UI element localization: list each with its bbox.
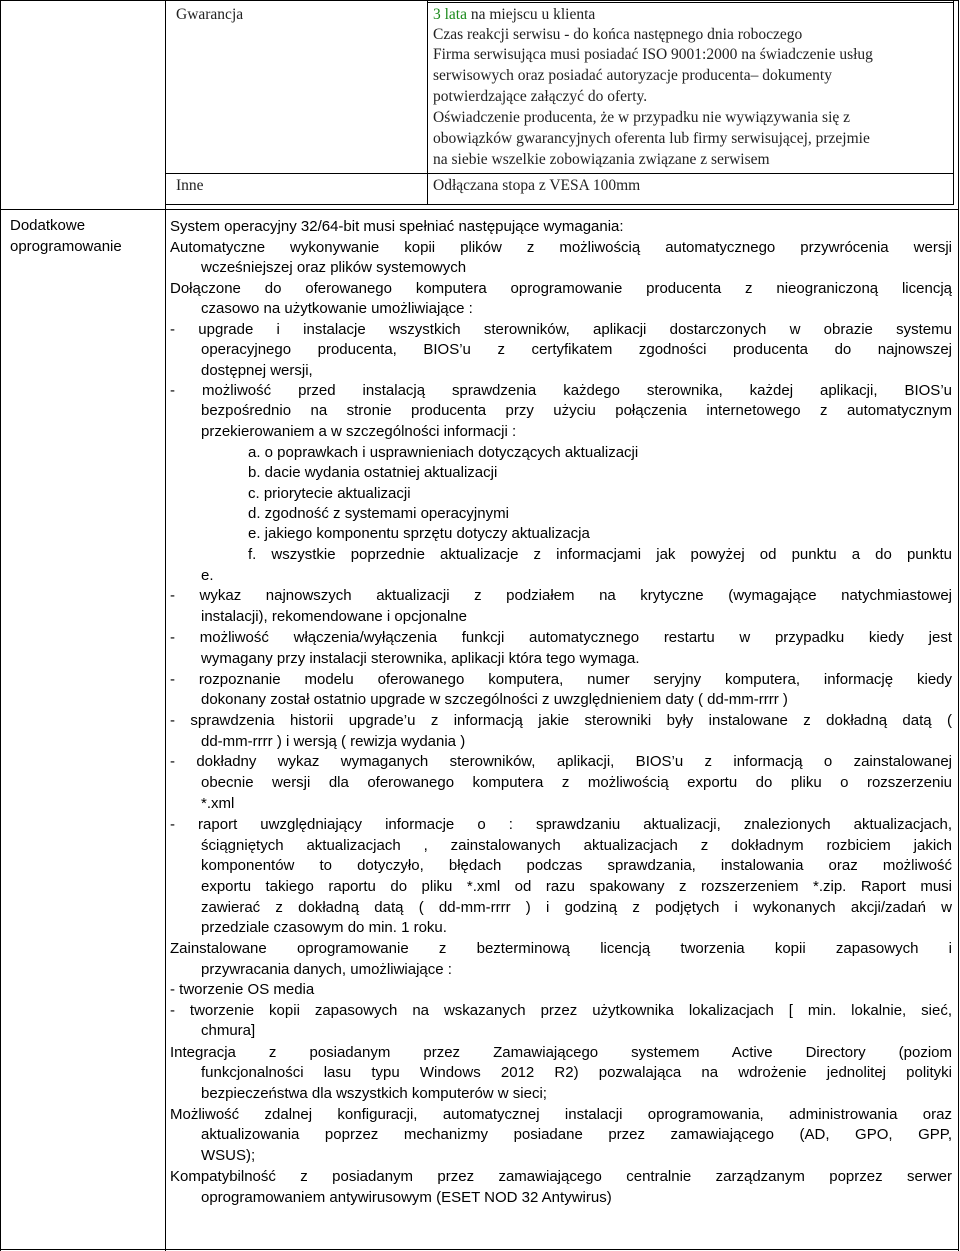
software-line-6: - upgrade i instalacje wszystkich sterowników, aplikacji dostarczonych w obrazie systemu <box>170 321 952 338</box>
software-line-48: oprogramowaniem antywirusowym (ESET NOD 32 Antywirus) <box>201 1189 612 1206</box>
software-line-44: Możliwość zdalnej konfiguracji, automatycznej instalacji oprogramowania, administrowania oraz <box>170 1106 952 1123</box>
column-divider-2 <box>427 0 428 205</box>
software-line-24: dokonany został ostatnio upgrade w szczególności z uwzględnieniem daty ( dd-mm-rrrr ) <box>201 691 788 708</box>
table-bottom-border <box>0 1249 959 1250</box>
software-line-35: przedziale czasowym do min. 1 roku. <box>201 919 447 936</box>
software-line-22: wymagany przy instalacji sterownika, aplikacji która tego wymaga. <box>201 650 640 667</box>
software-line-5: czasowo na użytkowanie umożliwiające : <box>201 300 473 317</box>
software-line-18: e. <box>201 567 214 584</box>
inner-box-divider <box>427 173 954 174</box>
row-divider-warranty <box>166 173 428 174</box>
software-line-42: funkcjonalności lasu typu Windows 2012 R2) pozwalająca na wdrożenie jednolitej polityki <box>201 1064 952 1081</box>
software-line-25: - sprawdzenia historii upgrade’u z informacją jakie sterowniki były instalowane z dokładną datą ( <box>170 712 952 729</box>
other-label: Inne <box>176 177 204 194</box>
software-line-3: wcześniejszej oraz plików systemowych <box>201 259 467 276</box>
software-line-13: b. dacie wydania ostatniej aktualizacji <box>248 464 498 481</box>
table-top-border <box>0 0 959 1</box>
software-line-17: f. wszystkie poprzednie aktualizacje z informacjami jak powyżej od punktu a do punktu <box>248 546 952 563</box>
warranty-line-4: serwisowych oraz posiadać autoryzacje producenta– dokumenty <box>433 67 832 84</box>
inner-box-bottom <box>166 204 954 205</box>
table-border-right <box>958 0 959 1251</box>
warranty-line-7: obowiązków gwarancyjnych oferenta lub firmy serwisującej, przejmie <box>433 130 870 147</box>
software-line-47: Kompatybilność z posiadanym przez zamawiającego centralnie zarządzanym poprzez serwer <box>170 1168 952 1185</box>
software-line-9: - możliwość przed instalacją sprawdzenia każdego sterownika, każdej aplikacji, BIOS’u <box>170 382 952 399</box>
software-line-4: Dołączone do oferowanego komputera oprogramowanie producenta z nieograniczoną licencją <box>170 280 952 297</box>
software-line-46: WSUS); <box>201 1147 256 1164</box>
software-line-38: - tworzenie OS media <box>170 981 315 998</box>
software-line-39: - tworzenie kopii zapasowych na wskazanych przez użytkownika lokalizacjach [ min. lokalnie, sieć, <box>170 1002 952 1019</box>
warranty-line-1 <box>433 5 595 25</box>
software-line-16: e. jakiego komponentu sprzętu dotyczy aktualizacja <box>248 525 590 542</box>
warranty-label: Gwarancja <box>176 6 244 23</box>
software-line-1: System operacyjny 32/64-bit musi spełniać następujące wymagania: <box>170 218 624 235</box>
software-line-37: przywracania danych, umożliwiające : <box>201 961 452 978</box>
software-label-line-2: oprogramowanie <box>10 238 122 255</box>
software-line-23: - rozpoznanie modelu oferowanego komputera, numer seryjny komputera, informację kiedy <box>170 671 952 688</box>
warranty-line-1-rest: na miejscu u klienta <box>467 6 596 23</box>
software-line-8: dostępnej wersji, <box>201 362 313 379</box>
inner-box-top <box>427 2 954 3</box>
software-line-28: obecnie wersji dla oferowanego komputera z możliwością exportu do pliku o rozszerzeniu <box>201 774 952 791</box>
software-line-12: a. o poprawkach i usprawnieniach dotyczących aktualizacji <box>248 444 639 461</box>
software-line-19: - wykaz najnowszych aktualizacji z podziałem na krytyczne (wymagające natychmiastowej <box>170 587 952 604</box>
software-line-41: Integracja z posiadanym przez Zamawiającego systemem Active Directory (poziom <box>170 1044 952 1061</box>
other-value: Odłączana stopa z VESA 100mm <box>433 177 641 194</box>
table-border-left <box>0 0 1 1251</box>
software-line-21: - możliwość włączenia/wyłączenia funkcji automatycznego restartu w przypadku kiedy jest <box>170 629 952 646</box>
warranty-line-8: na siebie wszelkie zobowiązania związane z serwisem <box>433 151 770 168</box>
software-line-26: dd-mm-rrrr ) i wersją ( rewizja wydania ) <box>201 733 466 750</box>
software-line-14: c. priorytecie aktualizacji <box>248 485 411 502</box>
software-line-32: komponentów to dotyczyło, błędach podczas sprawdzania, instalowania oraz możliwość <box>201 857 952 874</box>
software-line-36: Zainstalowane oprogramowanie z bezterminową licencją tworzenia kopii zapasowych i <box>170 940 952 957</box>
software-line-45: aktualizowania poprzez mechanizmy posiadane przez zamawiającego (AD, GPO, GPP, <box>201 1126 952 1143</box>
software-line-34: zawierać z dokładną datą ( dd-mm-rrrr ) i godziną z podjętych i wykonanych akcji/zadań w <box>201 899 952 916</box>
software-line-33: exportu takiego raportu do pliku *.xml od razu spakowany z rozszerzeniem *.zip. Raport musi <box>201 878 952 895</box>
software-line-40: chmura] <box>201 1022 256 1039</box>
software-line-43: bezpieczeństwa dla wszystkich komputerów w sieci; <box>201 1085 547 1102</box>
software-line-27: - dokładny wykaz wymaganych sterowników, aplikacji, BIOS’u z informacją o zainstalowanej <box>170 753 952 770</box>
warranty-line-5: potwierdzające załączyć do oferty. <box>433 88 648 105</box>
software-line-20: instalacji), rekomendowane i opcjonalne <box>201 608 467 625</box>
software-line-2: Automatyczne wykonywanie kopii plików z możliwością automatycznego przywrócenia wersji <box>170 239 952 256</box>
software-line-29: *.xml <box>201 795 235 812</box>
warranty-line-6: Oświadczenie producenta, że w przypadku nie wywiązywania się z <box>433 109 851 126</box>
inner-box-right <box>953 0 954 205</box>
column-divider-1 <box>165 0 166 1251</box>
software-line-30: - raport uwzględniający informacje o : sprawdzaniu aktualizacji, znalezionych aktualizacjach, <box>170 816 952 833</box>
software-line-15: d. zgodność z systemami operacyjnymi <box>248 505 509 522</box>
row-divider-software <box>0 209 959 210</box>
warranty-line-2: Czas reakcji serwisu - do końca następnego dnia roboczego <box>433 26 803 43</box>
software-line-10: bezpośrednio na stronie producenta przy użyciu połączenia internetowego z automatycznym <box>201 402 952 419</box>
warranty-years: 3 lata <box>433 6 467 23</box>
software-line-11: przekierowaniem a w szczególności informacji : <box>201 423 517 440</box>
software-label-line-1: Dodatkowe <box>10 217 86 234</box>
warranty-line-3: Firma serwisująca musi posiadać ISO 9001:2000 na świadczenie usług <box>433 46 873 63</box>
software-line-31: ściągniętych aktualizacjach , zainstalowanych aktualizacjach z dokładnym rozbiciem jakich <box>201 837 952 854</box>
software-line-7: operacyjnego producenta, BIOS’u z certyfikatem zgodności producenta do najnowszej <box>201 341 952 358</box>
